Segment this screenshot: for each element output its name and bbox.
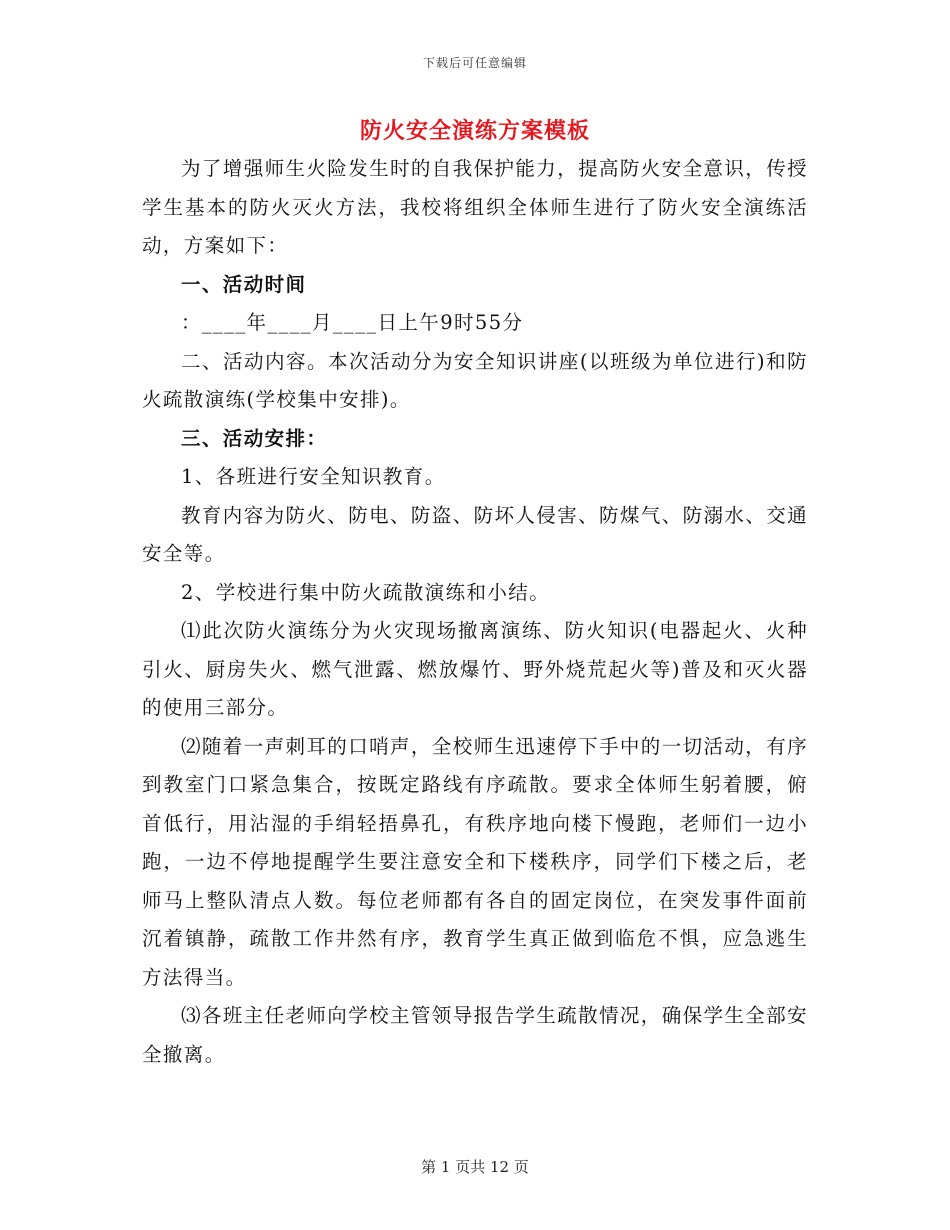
intro-paragraph: 为了增强师生火险发生时的自我保护能力，提高防火安全意识，传授学生基本的防火灭火方法，我校将组织全体师生进行了防火安全演练活动，方案如下： [142,157,809,257]
content-paragraph: 二、活动内容。本次活动分为安全知识讲座(以班级为单位进行)和防火疏散演练(学校集中安排)。 [142,349,808,411]
drill-item-3: ⑶各班主任老师向学校主管领导报告学生疏散情况，确保学生全部安全撤离。 [142,1004,809,1066]
drill-item-2: ⑵随着一声刺耳的口哨声，全校师生迅速停下手中的一切活动，有序到教室门口紧急集合，按既定路线有序疏散。要求全体师生躬着腰，俯首低行，用沾湿的手绢轻捂鼻孔，有秩序地向楼下慢跑，老师们一边小跑，一边不停地提醒学生要注意安全和下楼秩序，同学们下楼之后，老师马上整队清点人数。每位老师都有各自的固定岗位，在突发事件面前沉着镇静，疏散工作井然有序，教育学生真正做到临危不惧，应急逃生方法得当。 [142,734,809,989]
education-content-paragraph: 教育内容为防火、防电、防盗、防坏人侵害、防煤气、防溺水、交通安全等。 [142,503,809,565]
document-title: 防火安全演练方案模板 [359,118,590,144]
section-heading-time: 一、活动时间 [181,272,307,296]
time-paragraph: ：____年____月____日上午9时55分 [181,311,524,334]
document-body [142,150,808,1074]
section-heading-arrangement: 三、活动安排： [181,426,328,450]
page-number: 第 1 页共 12 页 [421,1158,529,1176]
header-note: 下载后可任意编辑 [422,56,527,70]
arrangement-item-1: 1、各班进行安全知识教育。 [181,465,446,488]
arrangement-item-2: 2、学校进行集中防火疏散演练和小结。 [181,580,551,604]
drill-item-1: ⑴此次防火演练分为火灾现场撤离演练、防火知识(电器起火、火种引火、厨房失火、燃气泄露、燃放爆竹、野外烧荒起火等)普及和灭火器的使用三部分。 [142,619,808,719]
